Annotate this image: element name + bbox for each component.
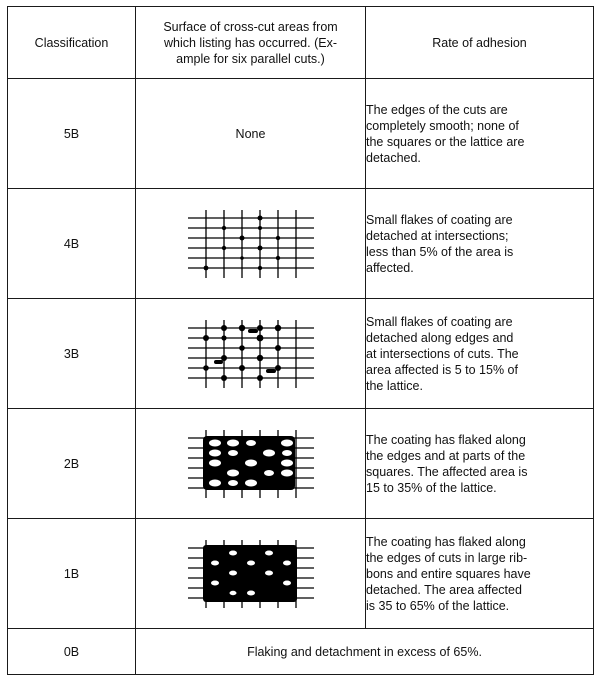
classification-cell: 1B xyxy=(8,519,136,629)
description-line: is 35 to 65% of the lattice. xyxy=(366,598,510,613)
classification-cell: 3B xyxy=(8,299,136,409)
surface-text-cell: None xyxy=(136,79,366,189)
header-surface-line: ample for six parallel cuts.) xyxy=(176,51,325,66)
description-line: The edges of the cuts are xyxy=(366,102,508,117)
cross-cut-grid-3b xyxy=(188,320,314,388)
description-line: the lattice. xyxy=(366,378,423,393)
description-cell: Flaking and detachment in excess of 65%. xyxy=(136,629,594,675)
table-row xyxy=(8,519,594,629)
table-row xyxy=(8,299,594,409)
description-line: the edges and at parts of the xyxy=(366,448,526,463)
description-line: less than 5% of the area is xyxy=(366,244,514,259)
header-classification: Classification xyxy=(8,7,136,79)
description-cell xyxy=(366,299,594,409)
description-line: bons and entire squares have xyxy=(366,566,531,581)
description-cell xyxy=(366,409,594,519)
header-rate: Rate of adhesion xyxy=(366,7,594,79)
classification-cell: 4B xyxy=(8,189,136,299)
description-line: affected. xyxy=(366,260,414,275)
cross-cut-grid-4b xyxy=(188,210,314,278)
description-cell xyxy=(366,79,594,189)
classification-cell: 5B xyxy=(8,79,136,189)
description-line: detached along edges and xyxy=(366,330,514,345)
description-line: at intersections of cuts. The xyxy=(366,346,519,361)
description-cell xyxy=(366,189,594,299)
description-line: area affected is 5 to 15% of xyxy=(366,362,518,377)
description-line: detached. xyxy=(366,150,421,165)
description-line: 15 to 35% of the lattice. xyxy=(366,480,497,495)
header-surface-line: which listing has occurred. (Ex- xyxy=(164,35,337,50)
table-row xyxy=(8,409,594,519)
description-line: Small flakes of coating are xyxy=(366,314,513,329)
table-row xyxy=(8,629,594,675)
header-surface-line: Surface of cross-cut areas from xyxy=(163,19,338,34)
description-line: Small flakes of coating are xyxy=(366,212,513,227)
description-line: squares. The affected area is xyxy=(366,464,528,479)
description-line: The coating has flaked along xyxy=(366,432,526,447)
description-line: the squares or the lattice are xyxy=(366,134,525,149)
surface-illustration-cell xyxy=(136,189,366,299)
description-cell xyxy=(366,519,594,629)
header-row xyxy=(8,7,594,79)
description-line: the edges of cuts in large rib- xyxy=(366,550,528,565)
cross-cut-grid-1b xyxy=(188,540,314,608)
table-row xyxy=(8,79,594,189)
description-line: The coating has flaked along xyxy=(366,534,526,549)
description-line: detached. The area affected xyxy=(366,582,522,597)
adhesion-classification-table xyxy=(7,6,594,675)
surface-illustration-cell xyxy=(136,409,366,519)
cross-cut-grid-2b xyxy=(188,430,314,498)
description-line: detached at intersections; xyxy=(366,228,509,243)
classification-cell: 0B xyxy=(8,629,136,675)
surface-illustration-cell xyxy=(136,519,366,629)
description-line: completely smooth; none of xyxy=(366,118,519,133)
classification-cell: 2B xyxy=(8,409,136,519)
table-row xyxy=(8,189,594,299)
surface-illustration-cell xyxy=(136,299,366,409)
header-surface xyxy=(136,7,366,79)
